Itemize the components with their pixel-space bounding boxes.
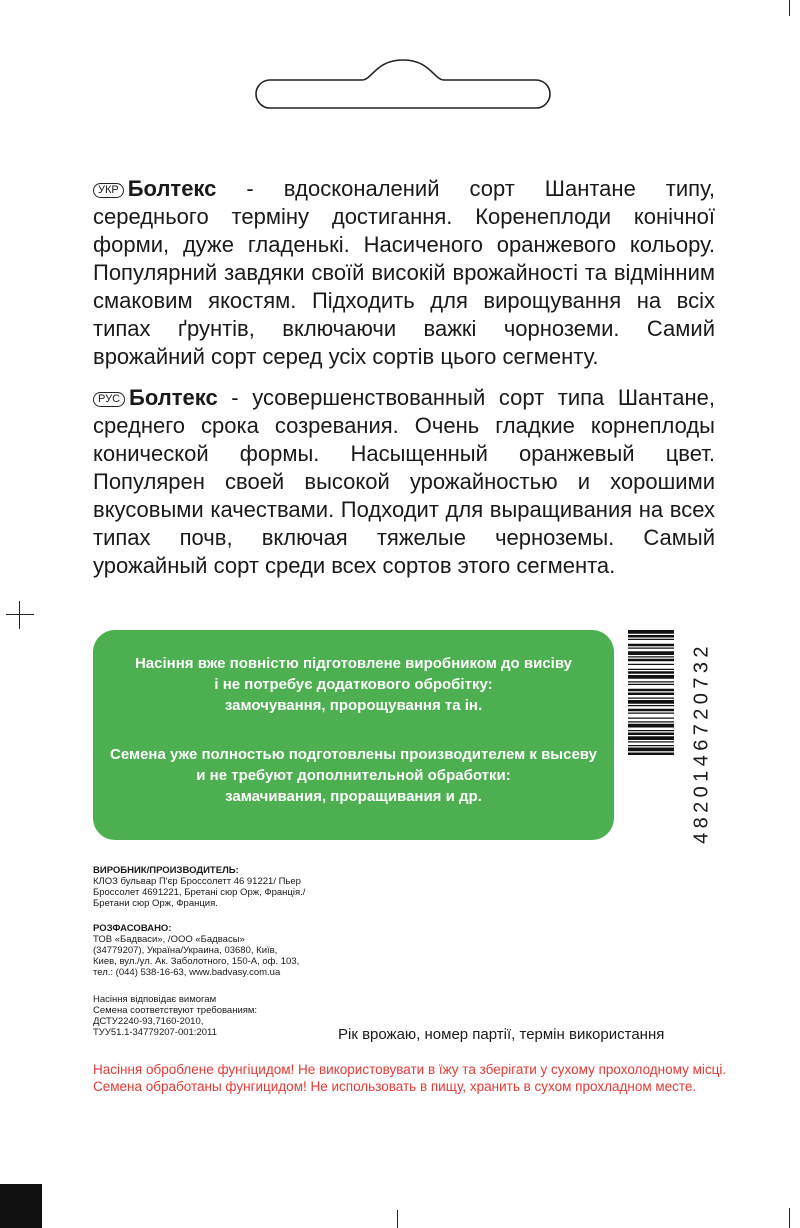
standards-line-1: Насіння відповідає вимогам (93, 994, 217, 1005)
packer-line-3: Киев, вул./ул. Ак. Заболотного, 150-А, оф. 103, (93, 956, 300, 967)
barcode-bar (628, 693, 674, 696)
packer-heading: РОЗФАСОВАНО: (93, 923, 172, 934)
notice-ukr-line-2: і не потребує додаткового обробітку: (214, 676, 493, 693)
barcode-bar (628, 724, 674, 728)
notice-ukr-line-3: замочування, пророщування та ін. (224, 697, 483, 714)
standards-line-3: ДСТУ2240-93,7160-2010, (93, 1016, 204, 1027)
packer-line-2: (34779207), Україна/Украина, 03680, Київ, (93, 945, 278, 956)
standards-line-2: Семена соответствуют требованиям: (93, 1005, 258, 1016)
hang-hole-outline (250, 56, 556, 112)
barcode-bar (628, 745, 674, 746)
barcode-bar (628, 753, 674, 756)
producer-line-1: КЛОЗ бульвар П'єр Броссолетт 46 91221/ Пьер (93, 876, 301, 887)
crop-mark-bottom-center (397, 1210, 398, 1228)
registration-cross (6, 601, 34, 629)
barcode-digits: 4820146720732 (690, 641, 713, 844)
barcode-bar (628, 644, 674, 647)
notice-rus-line-3: замачивания, проращивания и др. (225, 788, 482, 805)
variety-name-rus: Болтекс (129, 385, 218, 410)
standards-info (93, 994, 353, 1038)
barcode-bar (628, 669, 674, 670)
barcode-bar (628, 648, 674, 649)
crop-mark-bottom-right (789, 1208, 790, 1228)
seed-ready-notice (93, 630, 614, 840)
producer-line-2: Броссолет 4691221, Бретані сюр Орж, Франція./ (93, 887, 306, 898)
lang-badge-rus: РУС (93, 392, 125, 407)
barcode-bar (628, 651, 674, 655)
barcode-bar (628, 705, 674, 706)
barcode-bar (628, 741, 674, 742)
barcode-number (688, 630, 716, 855)
barcode-bar (628, 713, 674, 714)
barcode-bar (628, 675, 674, 679)
barcode-bar (628, 730, 674, 731)
description-text-ukr: - вдосконалений сорт Шантане типу, середнього терміну достигання. Коренеплоди конічної форми, дуже гладенькі. Насиченого оранжевого кольору. Популярний завдяки своїй високій врожайності та відмінним смаковим якостям. Підходить для вирощування на всіх типах ґрунтів, включаючи важкі чорноземи. Самий врожайний сорт серед усіх сортів цього сегменту. (93, 176, 715, 369)
description-ukr (93, 175, 715, 371)
packer-line-4: тел.: (044) 538-16-63, www.badvasy.com.ua (93, 967, 281, 978)
barcode-bar (628, 689, 674, 692)
barcode-bar (628, 671, 674, 674)
barcode-bar (628, 733, 674, 736)
barcode-bar (628, 630, 674, 634)
fungicide-warning (93, 1061, 733, 1095)
barcode-bar (628, 718, 674, 719)
barcode-bar (628, 721, 674, 722)
barcode-bar (628, 681, 674, 682)
description-text-rus: - усовершенствованный сорт типа Шантане, среднего срока созревания. Очень гладкие корнеплоды конической формы. Насыщенный оранжевый цвет. Популярен своей высокой урожайностью и хорошими вкусовыми качествами. Подходит для выращивания на всех типах почв, включая тяжелые черноземы. Самый урожайный сорт среди всех сортов этого сегмента. (93, 385, 715, 578)
producer-heading: ВИРОБНИК/ПРОИЗВОДИТЕЛЬ: (93, 865, 239, 876)
barcode-bar (628, 635, 674, 638)
description-rus (93, 384, 715, 580)
packer-info (93, 923, 353, 978)
variety-name-ukr: Болтекс (127, 176, 217, 201)
crop-mark-top-right (789, 0, 790, 16)
notice-rus-line-1: Семена уже полностью подготовлены производителем к высеву (110, 746, 597, 763)
registration-black-square (0, 1184, 42, 1228)
barcode-bar (628, 664, 674, 665)
barcode-bar (628, 748, 674, 752)
barcode-bar (628, 659, 674, 662)
barcode-bar (628, 639, 674, 640)
producer-line-3: Бретани сюр Орж, Франция. (93, 898, 218, 909)
producer-info (93, 865, 353, 909)
standards-line-4: ТУУ51.1-34779207-001:2011 (93, 1027, 217, 1038)
barcode-bar (628, 736, 674, 740)
barcode-bar (628, 709, 674, 712)
packer-line-1: ТОВ «Бадваси», /ООО «Бадвасы» (93, 934, 245, 945)
harvest-batch-label: Рік врожаю, номер партії, термін використання (338, 1026, 665, 1043)
barcode-bar (628, 684, 674, 685)
lang-badge-ukr: УКР (93, 183, 124, 198)
barcode-bar (628, 656, 674, 657)
warning-rus: Семена обработаны фунгицидом! Не использовать в пищу, хранить в сухом прохладном месте. (93, 1079, 697, 1094)
barcode-bar (628, 700, 674, 704)
warning-ukr: Насіння оброблене фунгіцидом! Не використовувати в їжу та зберігати у сухому прохолодному місці. (93, 1062, 727, 1077)
barcode (628, 628, 674, 858)
notice-rus-line-2: и не требуют дополнительной обработки: (196, 767, 511, 784)
barcode-bar (628, 698, 674, 699)
notice-ukr-line-1: Насіння вже повністю підготовлене виробником до висіву (134, 655, 573, 672)
